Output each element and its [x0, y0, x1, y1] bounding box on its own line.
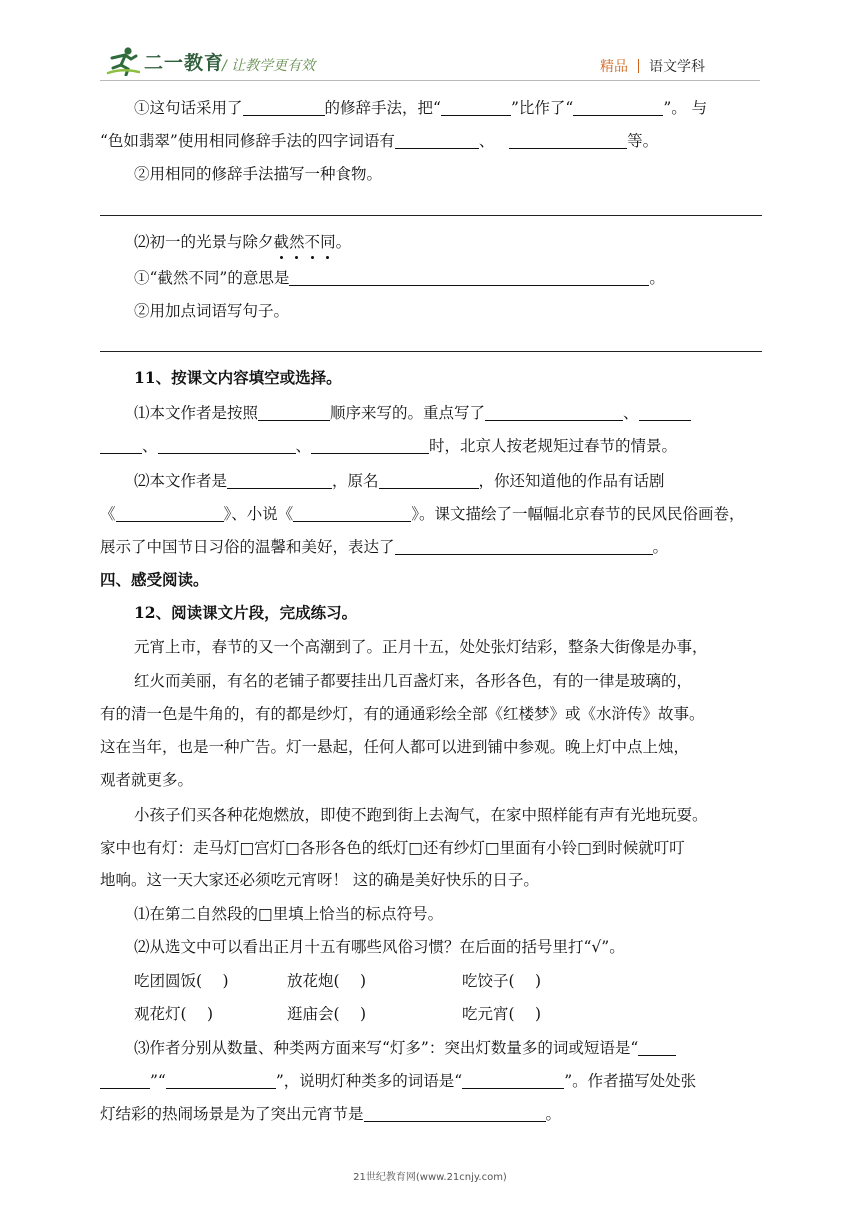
text: ，你还知道他的作品有话剧: [478, 472, 665, 490]
blank[interactable]: [158, 433, 296, 454]
option-checkbox[interactable]: 吃元宵( ): [462, 1005, 542, 1023]
option-checkbox[interactable]: 逛庙会( ): [287, 1005, 367, 1023]
passage-line: 观者就更多。: [100, 771, 194, 789]
blank[interactable]: [116, 501, 224, 522]
q12c-line: [100, 1034, 762, 1062]
q1c-line: ②用相同的修辞手法描写一种食物。: [134, 165, 383, 183]
q11b-line: [100, 432, 762, 460]
blank[interactable]: [509, 128, 627, 149]
blank[interactable]: [485, 400, 623, 421]
dotted-char: 同: [320, 228, 336, 256]
blank[interactable]: [573, 95, 663, 116]
passage-line: 有的清一色是牛角的，有的都是纱灯，有的通通彩绘全部《红楼梦》或《水浒传》故事。: [100, 705, 705, 723]
logo: [106, 46, 224, 76]
subject-tag: 语文学科: [649, 59, 705, 75]
text: 》。课文描绘了一幅幅北京春节的民风民俗画卷，: [411, 505, 745, 523]
q12-title: 12、阅读课文片段，完成练习。: [134, 603, 358, 622]
q2a-line: [100, 264, 762, 292]
q11a-line: [100, 399, 762, 427]
blank[interactable]: [166, 1068, 276, 1089]
runner-logo-icon: [106, 46, 140, 76]
text: ⑴本文作者是按照: [134, 404, 259, 422]
passage-line: 这在当年，也是一种广告。灯一悬起，任何人都可以进到铺中参观。晚上灯中点上烛，: [100, 738, 690, 756]
dotted-char: 然: [289, 228, 305, 256]
text: 、: [142, 437, 158, 455]
text: 等。: [627, 132, 659, 150]
header-divider: [638, 59, 639, 73]
text: 。: [335, 233, 352, 251]
dotted-char: 不: [305, 228, 321, 256]
blank[interactable]: [364, 1101, 546, 1122]
text: ①“截然不同”的意思是: [134, 269, 290, 287]
q11c-line: [100, 467, 762, 495]
dotted-char: 截: [274, 228, 290, 256]
text: 时，北京人按老规矩过春节的情景。: [429, 437, 678, 455]
blank[interactable]: [395, 128, 479, 149]
text: 灯结彩的热闹场景是为了突出元宵节是: [100, 1105, 364, 1123]
q1a-line: [100, 94, 762, 122]
blank[interactable]: [243, 95, 325, 116]
blank[interactable]: [293, 501, 411, 522]
text: ”。 与: [663, 99, 708, 117]
page-header: [0, 0, 860, 90]
text: ”。作者描写处处张: [564, 1072, 697, 1090]
text: ⑵初一的光景与除夕: [134, 233, 274, 251]
text: 》、小说《: [223, 505, 294, 523]
text: 。: [649, 269, 665, 287]
premium-tag: 精品: [600, 59, 628, 75]
blank[interactable]: [311, 433, 429, 454]
passage-line: 家中也有灯：走马灯□宫灯□各形各色的纸灯□还有纱灯□里面有小铃□到时候就叮叮: [100, 839, 685, 857]
logo-text: 二一教育: [144, 51, 225, 74]
q11e-line: [100, 533, 762, 561]
text: 《: [100, 505, 116, 523]
text: ①这句话采用了: [134, 99, 243, 117]
option-checkbox[interactable]: 观花灯( ): [134, 1005, 214, 1023]
header-rule: [100, 80, 760, 81]
passage-line: 地响。这一天大家还必须吃元宵呀！ 这的确是美好快乐的日子。: [100, 871, 539, 889]
passage-line: 小孩子们买各种花炮燃放，即使不跑到街上去淘气，在家中照样能有声有光地玩耍。: [134, 806, 708, 824]
q2-line: [100, 228, 762, 256]
text: 的修辞手法，把“: [324, 99, 441, 117]
q12e-line: [100, 1100, 762, 1128]
blank[interactable]: [289, 265, 649, 286]
passage-line: 元宵上市，春节的又一个高潮到了。正月十五，处处张灯结彩，整条大街像是办事，: [134, 638, 708, 656]
q11d-line: [100, 500, 762, 528]
blank[interactable]: [395, 534, 653, 555]
option-checkbox[interactable]: 放花炮( ): [287, 972, 367, 990]
q11-title: 11、按课文内容填空或选择。: [134, 368, 342, 387]
passage-line: 红火而美丽，有名的老铺子都要挂出几百盏灯来，各形各色，有的一律是玻璃的，: [134, 672, 693, 690]
blank[interactable]: [100, 1068, 150, 1089]
blank[interactable]: [639, 400, 691, 421]
text: ⑶作者分别从数量、种类两方面来写“灯多”：突出灯数量多的词或短语是“: [134, 1039, 639, 1057]
text: 。: [652, 538, 669, 556]
text: 、: [623, 404, 639, 422]
text: ”比作了“: [510, 99, 574, 117]
text: 展示了中国节日习俗的温馨和美好，表达了: [100, 538, 395, 556]
section-4-title: 四、感受阅读。: [100, 570, 209, 589]
blank[interactable]: [441, 95, 511, 116]
option-checkbox[interactable]: 吃团圆饭( ): [134, 972, 229, 990]
q12a-line: ⑴在第二自然段的□里填上恰当的标点符号。: [134, 905, 444, 923]
blank[interactable]: [258, 400, 330, 421]
blank[interactable]: [379, 468, 479, 489]
text: ⑵本文作者是: [134, 472, 228, 490]
text: “色如翡翠”使用相同修辞手法的四字词语有: [100, 132, 395, 150]
answer-line[interactable]: [100, 215, 762, 216]
text: 、: [295, 437, 312, 455]
blank[interactable]: [227, 468, 332, 489]
answer-line[interactable]: [100, 351, 762, 352]
q2b-line: ②用加点词语写句子。: [134, 302, 290, 320]
blank[interactable]: [462, 1068, 564, 1089]
text: 顺序来写的。重点写了: [330, 404, 486, 422]
page-footer: 21世纪教育网(www.21cnjy.com): [353, 1172, 507, 1183]
text: ”，说明灯种类多的词语是“: [275, 1072, 463, 1090]
option-checkbox[interactable]: 吃饺子( ): [462, 972, 542, 990]
blank[interactable]: [638, 1035, 676, 1056]
q1b-line: [100, 127, 762, 155]
text: ”“: [150, 1072, 166, 1090]
slogan: / 让教学更有效: [222, 58, 316, 74]
q12b-line: ⑵从选文中可以看出正月十五有哪些风俗习惯？在后面的括号里打“√”。: [134, 938, 625, 956]
text: ，原名: [332, 472, 379, 490]
option-row: [100, 1000, 762, 1028]
text: 。: [545, 1105, 562, 1123]
header-tags: [600, 56, 705, 76]
blank[interactable]: [100, 433, 142, 454]
text: 、: [478, 132, 495, 150]
q12d-line: [100, 1067, 762, 1095]
option-row: [100, 967, 762, 995]
